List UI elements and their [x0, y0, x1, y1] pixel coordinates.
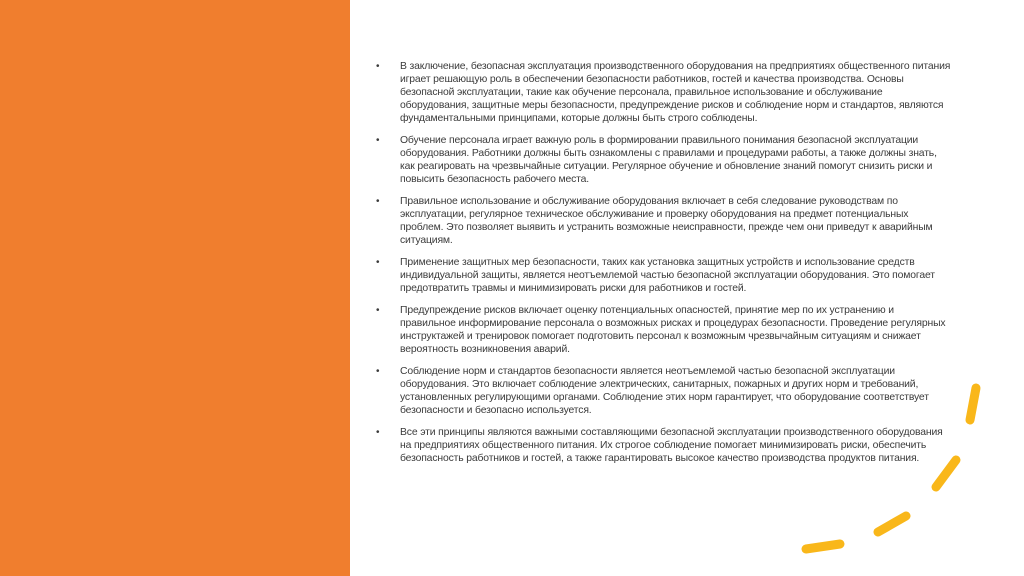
dash-segment: [878, 516, 906, 532]
bullet-text: Обучение персонала играет важную роль в формировании правильного понимания безопасной эксплуатации оборудования. Работники должны быть ознакомлены с правилами и процедурами работы, а также должны знать, как реагировать на чрезвычайные ситуации. Регулярное обучение и обновление знаний помогут снизить риски и повысить безопасность рабочего места.: [400, 135, 937, 185]
dash-segment: [806, 544, 840, 549]
bullet-icon: •: [376, 305, 380, 316]
bullet-icon: •: [376, 61, 380, 72]
bullet-text: В заключение, безопасная эксплуатация производственного оборудования на предприятиях общественного питания играет решающую роль в обеспечении безопасности работников, гостей и качества производства. Основы безопасной эксплуатации, такие как обучение персонала, правильное использование и обслуживание оборудования, защитные меры безопасности, предупреждение рисков и соблюдение норм и стандартов, являются фундаментальными принципами, которые должны быть строго соблюдены.: [400, 61, 951, 124]
bullet-item: [372, 426, 952, 465]
bullet-text: Применение защитных мер безопасности, таких как установка защитных устройств и использование средств индивидуальной защиты, является неотъемлемой частью безопасной эксплуатации оборудования. Это помогает предотвратить травмы и минимизировать риски для работников и гостей.: [400, 257, 935, 294]
bullet-text: Правильное использование и обслуживание оборудования включает в себя следование руководствам по эксплуатации, регулярное техническое обслуживание и проверку оборудования на предмет потенциальных проблем. Это позволяет выявить и устранить возможные неисправности, прежде чем они приведут к аварийным ситуациям.: [400, 196, 933, 246]
bullet-item: [372, 60, 952, 125]
bullet-icon: •: [376, 366, 380, 377]
slide-content: [372, 60, 952, 474]
bullet-item: [372, 134, 952, 186]
bullet-item: [372, 304, 952, 356]
bullet-text: Соблюдение норм и стандартов безопасности является неотъемлемой частью безопасной эксплуатации оборудования. Это включает соблюдение электрических, санитарных, пожарных и других норм и требований, установленных регулирующими органами. Соблюдение этих норм гарантирует, что оборудование соответствует безопасности и безопасно используется.: [400, 366, 929, 416]
bullet-icon: •: [376, 135, 380, 146]
bullet-text: Предупреждение рисков включает оценку потенциальных опасностей, принятие мер по их устранению и правильное информирование персонала о возможных рисках и процедурах безопасности. Проведение регулярных инструктажей и тренировок помогает подготовить персонал к возможным чрезвычайным ситуациям и снижает вероятность возникновения аварий.: [400, 305, 946, 355]
bullet-icon: •: [376, 196, 380, 207]
bullet-item: [372, 195, 952, 247]
bullet-icon: •: [376, 257, 380, 268]
bullet-list: [372, 60, 952, 465]
dash-segment: [970, 388, 976, 420]
bullet-text: Все эти принципы являются важными составляющими безопасной эксплуатации производственного оборудования на предприятиях общественного питания. Их строгое соблюдение помогает минимизировать риски, обеспечить безопасность работников и гостей, а также гарантировать высокое качество производства продуктов питания.: [400, 427, 943, 464]
orange-side-panel: [0, 0, 350, 576]
bullet-item: [372, 365, 952, 417]
bullet-icon: •: [376, 427, 380, 438]
bullet-item: [372, 256, 952, 295]
